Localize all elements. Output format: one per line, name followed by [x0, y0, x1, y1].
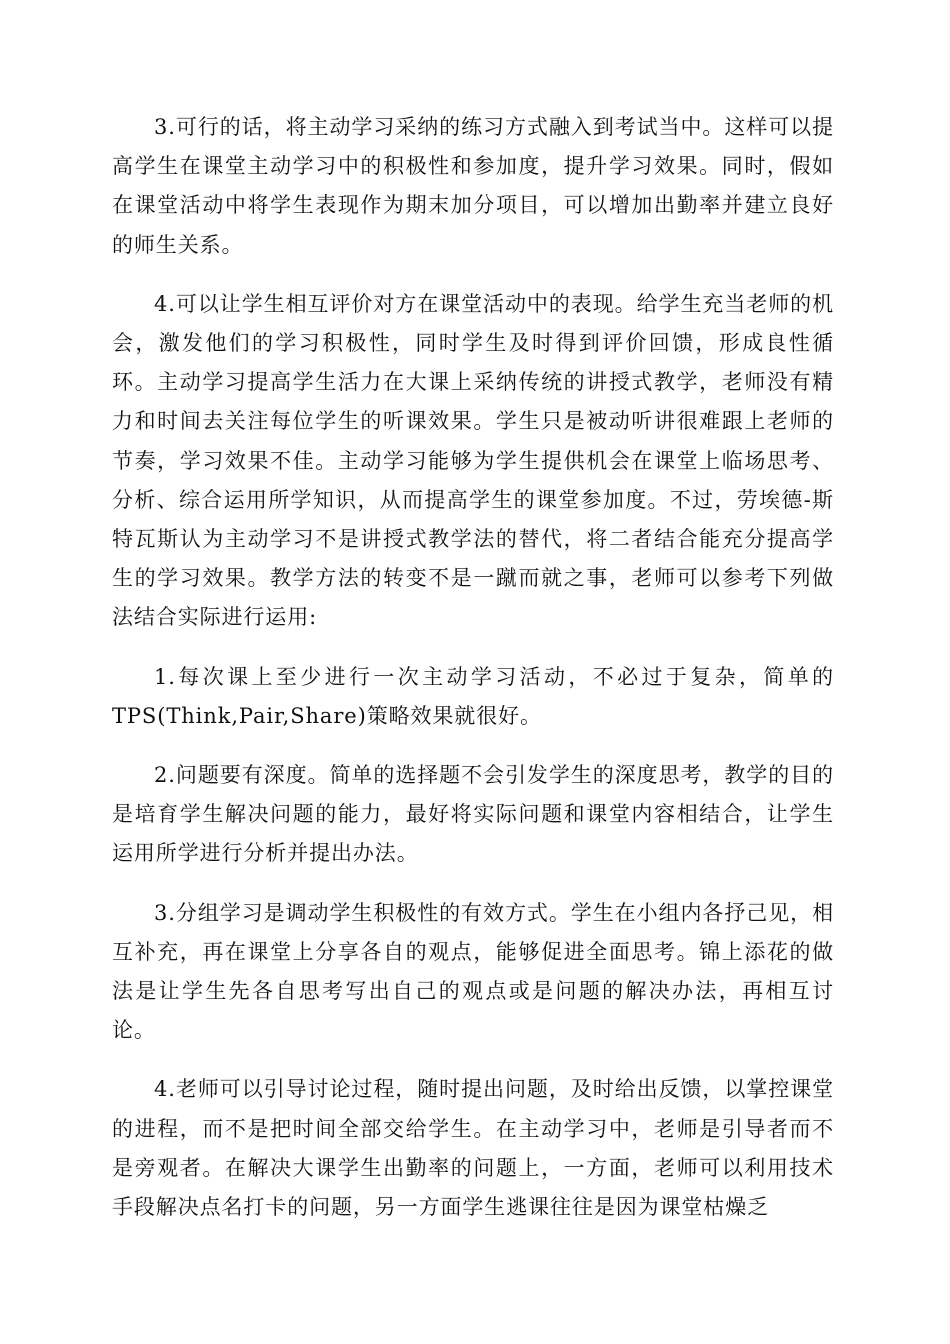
paragraph-tps-strategy: 1.每次课上至少进行一次主动学习活动，不必过于复杂，简单的TPS(Think,Pair,Share)策略效果就很好。 [112, 664, 834, 728]
document-body [112, 108, 834, 1247]
paragraph-exam-integration: 3.可行的话，将主动学习采纳的练习方式融入到考试当中。这样可以提高学生在课堂主动学习中的积极性和参加度，提升学习效果。同时，假如在课堂活动中将学生表现作为期末加分项目，可以增加出勤率并建立良好的师生关系。 [112, 115, 834, 257]
paragraph-peer-evaluation: 4.可以让学生相互评价对方在课堂活动中的表现。给学生充当老师的机会，激发他们的学习积极性，同时学生及时得到评价回馈，形成良性循环。主动学习提高学生活力在大课上采纳传统的讲授式教学，老师没有精力和时间去关注每位学生的听课效果。学生只是被动听讲很难跟上老师的节奏，学习效果不佳。主动学习能够为学生提供机会在课堂上临场思考、分析、综合运用所学知识，从而提高学生的课堂参加度。不过，劳埃德-斯特瓦斯认为主动学习不是讲授式教学法的替代，将二者结合能充分提高学生的学习效果。教学方法的转变不是一蹴而就之事，老师可以参考下列做法结合实际进行运用: [112, 291, 834, 630]
paragraph-group-learning: 3.分组学习是调动学生积极性的有效方式。学生在小组内各抒己见，相互补充，再在课堂上分享各自的观点，能够促进全面思考。锦上添花的做法是让学生先各自思考写出自己的观点或是问题的解决办法，再相互讨论。 [112, 900, 834, 1043]
paragraph-deep-questions: 2.问题要有深度。简单的选择题不会引发学生的深度思考，教学的目的是培育学生解决问题的能力，最好将实际问题和课堂内容相结合，让学生运用所学进行分析并提出办法。 [112, 763, 834, 866]
paragraph-teacher-guidance: 4.老师可以引导讨论过程，随时提出问题，及时给出反馈，以掌控课堂的进程，而不是把时间全部交给学生。在主动学习中，老师是引导者而不是旁观者。在解决大课学生出勤率的问题上，一方面，老师可以利用技术手段解决点名打卡的问题，另一方面学生逃课往往是因为课堂枯燥乏 [112, 1077, 834, 1220]
